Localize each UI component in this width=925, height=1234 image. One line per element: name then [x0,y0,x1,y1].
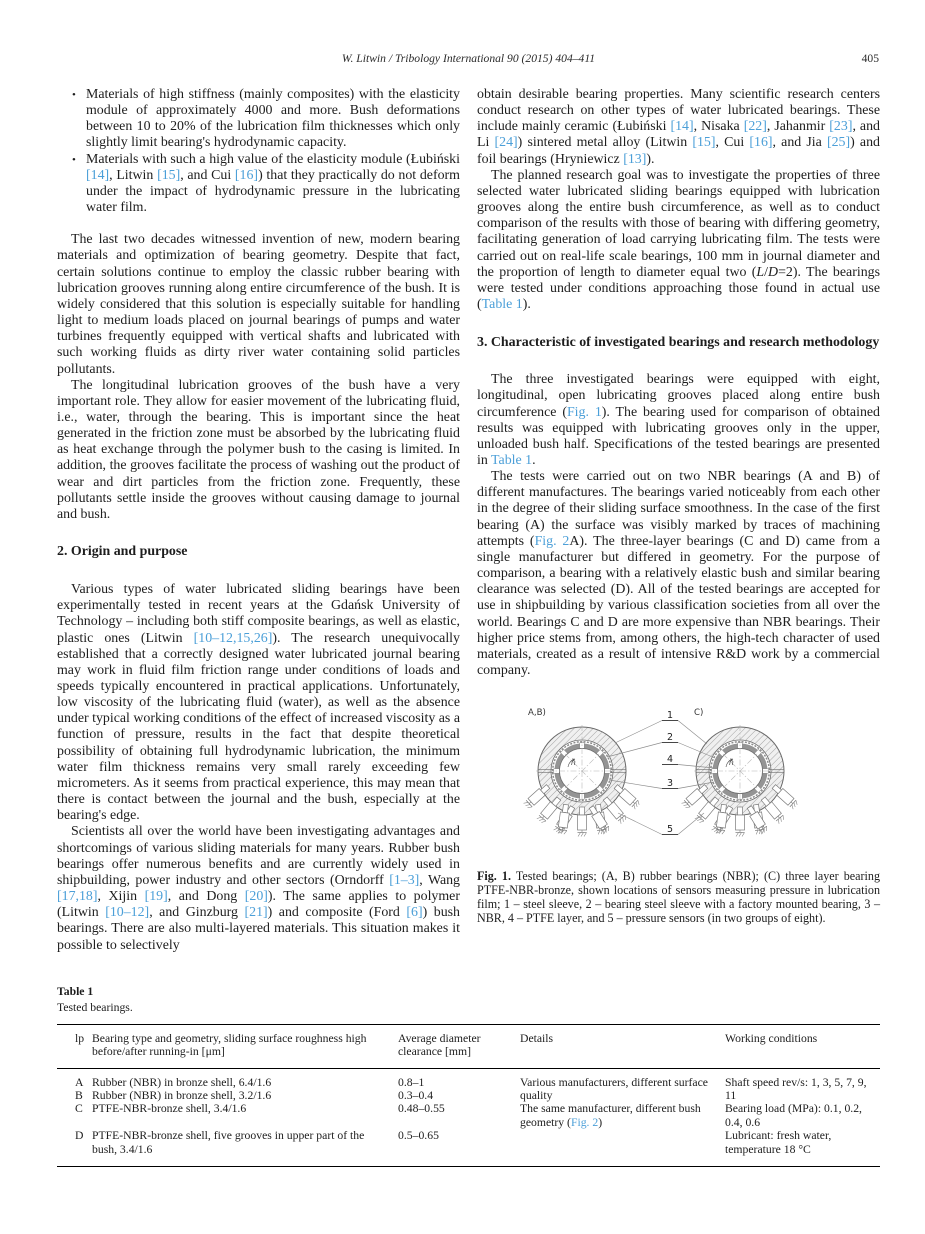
paragraph: The tests were carried out on two NBR bearings (A and B) of different manufactures. The bearings varied noticeably from each other in the degree of their sliding surface smoothness. In the case of the first bearing (A) the surface was visibly marked by traces of machining attempts (Fig. 2A). The three-layer bearings (C and D) came from a single manufacturer but differed in geometry. For the purpose of comparison, a bearing with a relatively elastic bush and similar bearing clearance was selected (D). All of the tested bearings are accepted for use in shipbuilding by various classification societies from all over the world. Bearings C and D are more expensive than NBR bearings. Their higher price stems from, among others, the high-tech character of used materials, created as a result of intensive R&D work by a commercial company. [477,469,880,678]
reference-link[interactable]: Table 1 [481,297,523,313]
reference-link[interactable]: [17,18] [57,889,98,905]
figure-1-caption: Fig. 1. Tested bearings; (A, B) rubber bearings (NBR); (C) three layer bearing PTFE-NBR-bronze, shown locations of sensors measuring pressure in lubrication film; 1 – steel sleeve, 2 – bearing steel sleeve with a factory mounted bearing, 3 – NBR, 4 – PTFE layer, and 5 – pressure sensors (in two groups of eight). [477,869,880,926]
left-column [57,87,460,954]
figure-label-c: C) [694,708,704,719]
table-body [57,1069,880,1168]
callout-1: 1 [666,710,674,722]
reference-link[interactable]: [20] [244,889,268,905]
paragraph: The three investigated bearings were equipped with eight, longitudinal, open lubricating grooves placed along entire bush circumference (Fig. 1). The bearing used for comparison of obtained results was equipped with lubricating grooves only in the upper, unloaded bush half. Specifications of the tested bearings are presented in Table 1. [477,372,880,468]
rotation-label-n: n [571,758,576,768]
paragraph: The planned research goal was to investigate the properties of three selected water lubricated sliding bearings equipped with lubrication grooves along the entire bush circumference, as well as to conduct comparison of the results with those of bearing with differing geometry, facilitating generation of load carrying lubricating film. The tests were carried out on real-life scale bearings, 100 mm in journal diameter and the proportion of length to diameter equal two (L/D=2). The bearings were tested under conditions approaching those found in actual use (Table 1). [477,167,880,313]
bearing-c-cross-section [679,725,801,837]
section-heading-characteristic: 3. Characteristic of investigated bearings and research methodology [477,335,880,351]
reference-link[interactable]: [14] [86,167,110,183]
reference-link[interactable]: [23] [829,119,853,135]
figure-1-diagram [483,704,880,856]
table-cell-lp: D [75,1129,84,1143]
table-cell-lp: A [75,1075,84,1089]
callout-5: 5 [666,824,674,836]
reference-link[interactable]: [14] [670,119,694,135]
bullet-text: Materials with such a high value of the elasticity module (Łubiński [14], Litwin [15], and Cui [16]) that they practically do not deform under the impact of hydrodynamic pressure in the lubricating water film. [86,151,460,216]
right-column [477,87,880,954]
reference-link[interactable]: [13] [623,151,647,167]
reference-link[interactable]: [10–12,15,26] [193,630,273,646]
table-caption: Tested bearings. [57,1001,133,1015]
column-header-working: Working conditions [725,1031,818,1045]
reference-link[interactable]: [15] [157,167,181,183]
reference-link[interactable]: Fig. 1 [566,404,602,420]
column-header-lp: lp [75,1031,85,1045]
table-cell-details-ab: Various manufacturers, different surface quality [520,1075,708,1103]
table-header-row [57,1025,880,1069]
table-cell-details-cd: The same manufacturer, different bush geometry (Fig. 2) [520,1102,701,1129]
paragraph: The longitudinal lubrication grooves of the bush have a very important role. They allow for easier movement of the lubricating fluid, i.e., water, through the bearing. This is important since the heat generated in the friction zone must be absorbed by the lubricating fluid as heat exchange through the polymer bush to the casing is limited. In addition, the grooves facilitate the process of washing out the product of wear and dirt particles from the friction zone. Frequently, these pollutants settle inside the grooves without causing damage to journal and bush. [57,377,460,522]
paragraph: Various types of water lubricated sliding bearings have been experimentally tested in recent years at the Gdańsk University of Technology – including both stiff composite bearings, as well as elastic, plastic ones (Litwin [10–12,15,26]). The research unequivocally established that a correctly designed water lubricated journal bearing may work in fluid film friction range under conditions of loads and speeds typically encountered in practical applications. Unfortunately, low viscosity of the lubricating fluid (water), as well as the absence under typical working conditions of the effect of increased viscosity as a function of pressure, results in the fact that despite theoretical possibility of obtaining full hydrodynamic lubrication, the minimum water film thickness remains very small rarely exceeding few micrometers. As it seems from practical experience, this may mean that there is contact between the journal and the bush, especially at the bearing's edge. [57,582,460,824]
bullet-text: Materials of high stiffness (mainly composites) with the elasticity module of approximately 4000 and more. Bush deformations between 10 to 20% of the lubrication film thicknesses which only slightly limit bearing's hydrodynamic capacity. [86,87,460,151]
reference-link[interactable]: [1–3] [389,872,420,888]
bullet-marker: • [72,153,76,166]
reference-link[interactable]: [24] [494,135,518,151]
bearing-ab-cross-section [521,725,643,837]
reference-link[interactable]: [10–12] [105,905,150,921]
section-heading-origin-and-purpose: 2. Origin and purpose [57,544,188,560]
figure-1 [477,704,880,925]
table-cell-clearance: 0.5–0.65 [398,1129,439,1143]
running-head: W. Litwin / Tribology International 90 (2015) 404–411 [341,52,596,65]
list-item [57,87,460,152]
working-condition-shaft-speed: Shaft speed rev/s: 1, 3, 5, 7, 9, 11 [725,1075,867,1103]
reference-link[interactable]: [19] [144,889,168,905]
reference-link[interactable]: [25] [826,135,851,151]
working-condition-lubricant: Lubricant: fresh water, temperature 18 °C [725,1129,832,1156]
callout-2: 2 [666,732,674,744]
paragraph: obtain desirable bearing properties. Many scientific research centers conduct research on other types of water lubricated bearings. These include mainly ceramic (Łubiński [14], Nisaka [22], Jahanmir [23], and Li [24]) sintered metal alloy (Litwin [15], Cui [16], and Jia [25]) and foil bearings (Hryniewicz [13]). [477,87,880,167]
reference-link[interactable]: [16] [749,135,773,151]
reference-link[interactable]: [22] [743,119,767,135]
reference-link[interactable]: Fig. 2 [570,1115,599,1129]
reference-link[interactable]: [16] [234,167,259,183]
table-1 [57,985,880,1167]
reference-link[interactable]: Fig. 2 [534,533,570,549]
column-header-clearance: Average diameter clearance [mm] [398,1031,481,1059]
working-condition-bearing-load: Bearing load (MPa): 0.1, 0.2, 0.4, 0.6 [725,1102,862,1129]
table-cell-working-conditions [725,1076,878,1157]
reference-link[interactable]: Table 1 [491,452,533,468]
rotation-label-n: n [729,758,734,768]
reference-link[interactable]: [6] [406,905,423,921]
table-cell-type: PTFE-NBR-bronze shell, 3.4/1.6 [92,1102,247,1116]
column-header-details: Details [520,1031,554,1045]
page-number: 405 [861,52,879,65]
two-column-body [57,87,880,954]
table-cell-type: PTFE-NBR-bronze shell, five grooves in upper part of the bush, 3.4/1.6 [92,1129,365,1156]
paragraph: The last two decades witnessed invention of new, modern bearing materials and optimization of bearing geometry. Despite that fact, certain solutions continue to employ the classic rubber bearing with lubrication grooves running along entire circumference of the bush. It is widely considered that this solution is especially suitable for handling light to medium loads placed on journal bearings of pumps and water turbines frequently equipped with vertical shafts and lubricated with such working fluids as dirty river water containing solid particles pollutants. [57,232,460,377]
callout-4: 4 [666,754,674,766]
table-cell-lp: B [75,1089,83,1103]
table-cell-clearance: 0.3–0.4 [398,1089,434,1103]
column-header-type: Bearing type and geometry, sliding surface roughness high before/after running-in [μm] [92,1031,367,1059]
bullet-marker: • [72,89,76,101]
bullet-list [57,87,460,216]
table-cell-type: Rubber (NBR) in bronze shell, 6.4/1.6 [92,1075,272,1089]
reference-link[interactable]: [15] [692,135,716,151]
table-cell-clearance: 0.8–1 [398,1075,425,1089]
figure-label-ab: A,B) [528,708,546,719]
paragraph: Scientists all over the world have been investigating advantages and shortcomings of various sliding materials for many years. Rubber bush bearings offer numerous benefits and are currently widely used in shipbuilding, power industry and other sectors (Orndorff [1–3], Wang [17,18], Xijin [19], and Dong [20]). The same applies to polymer (Litwin [10–12], and Ginzburg [21]) and composite (Ford [6]) bush bearings. There are also multi-layered materials. This situation makes it possible to selectively [57,824,460,953]
reference-link[interactable]: [21] [244,905,268,921]
table-cell-clearance: 0.48–0.55 [398,1102,445,1116]
list-item [57,152,460,217]
table-label: Table 1 [57,985,94,998]
callout-3: 3 [666,778,674,790]
figure-callouts [662,710,678,835]
table-cell-lp: C [75,1102,83,1116]
table-cell-type: Rubber (NBR) in bronze shell, 3.2/1.6 [92,1089,272,1103]
